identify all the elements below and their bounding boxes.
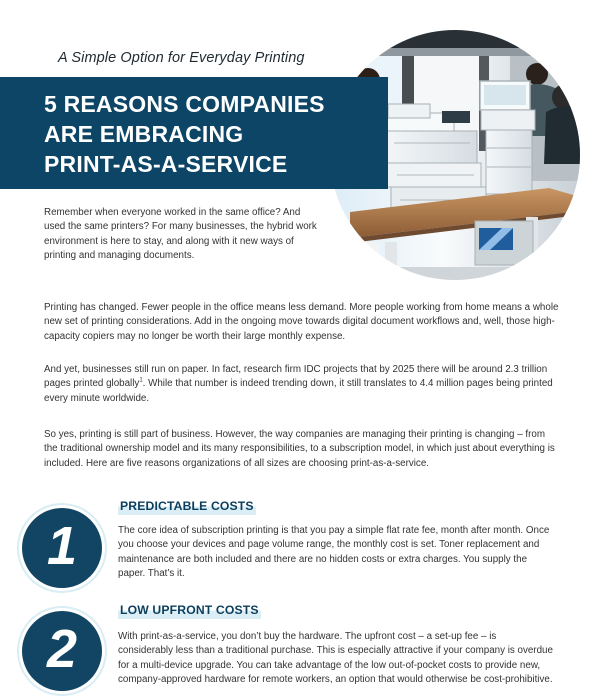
- headline-line-2: ARE EMBRACING: [44, 121, 244, 147]
- reason-1-heading: PREDICTABLE COSTS: [120, 499, 254, 513]
- service-model-paragraph: So yes, printing is still part of business. However, the way companies are managing their printing is changing – from the traditional ownership model and its many responsibilities, to a subscription model, in which just about everything is included. Here are five reasons organizations of all sizes are choosing print-as-a-service.: [44, 429, 555, 469]
- paper-usage-text-end: . While that number is indeed trending down, it still translates to 4.4 million pages being printed every minute worldwide.: [44, 378, 553, 404]
- main-headline: [44, 89, 374, 179]
- headline-line-1: 5 REASONS COMPANIES: [44, 91, 325, 117]
- printing-changed-paragraph: Printing has changed. Fewer people in the office means less demand. More people working from home means a whole new set of printing considerations. Add in the ongoing move towards digital document workflows and, well, those high-capacity copiers may no longer be worth their large monthly expense.: [44, 302, 559, 342]
- reason-2-number-badge: [22, 611, 102, 691]
- document-tagline: A Simple Option for Everyday Printing: [58, 50, 305, 66]
- paper-usage-text-start: And yet, businesses still run on paper. In fact, research firm IDC projects that by 2025 there will be around 2.3 trillion pages printed globally: [44, 364, 548, 390]
- reason-2-number: 2: [46, 619, 78, 679]
- intro-paragraph: Remember when everyone worked in the same office? And used the same printers? For many businesses, the hybrid work environment is here to stay, and along with it new ways of printing and managing documents.: [44, 207, 317, 262]
- footnote-reference: 1: [139, 378, 143, 385]
- reason-2-heading: LOW UPFRONT COSTS: [120, 603, 259, 617]
- reason-2-body: With print-as-a-service, you don’t buy the hardware. The upfront cost – a set-up fee – is considerably less than a traditional purchase. This is especially attractive if your company is overdue for a multi-device upgrade. You can take advantage of the low out-of-pocket costs to provide new, company-approved hardware for remote workers, an option that would otherwise be cost-prohibitive.: [118, 631, 553, 685]
- reason-1-body: The core idea of subscription printing is that you pay a simple flat rate fee, month after month. Once you choose your devices and page volume range, the monthly cost is set. Toner replacement and maintenance are both included and there are no hidden costs or extra charges. You supply the paper. That’s it.: [118, 525, 550, 579]
- paper-usage-paragraph: [44, 363, 559, 406]
- reason-1-number: 1: [46, 516, 78, 576]
- headline-line-3: PRINT-AS-A-SERVICE: [44, 151, 288, 177]
- reason-1-number-badge: [22, 508, 102, 588]
